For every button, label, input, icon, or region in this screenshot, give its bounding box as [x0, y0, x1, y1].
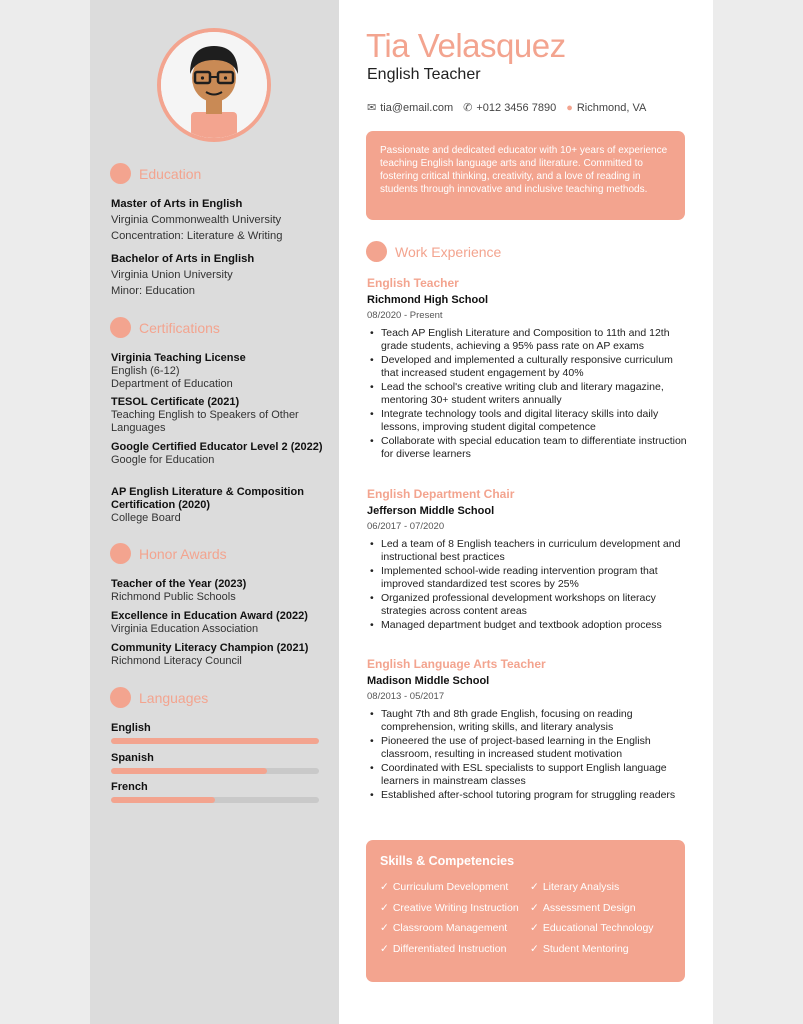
skill-item — [380, 922, 528, 935]
language-level-fill — [111, 738, 319, 744]
education-item — [111, 196, 326, 244]
degree: Master of Arts in English — [111, 198, 243, 210]
education-detail: Minor: Education — [111, 285, 195, 297]
checkmark-icon: ✓ — [380, 922, 389, 934]
checkmark-icon: ✓ — [530, 922, 539, 934]
avatar — [157, 28, 271, 142]
section-dot-icon — [110, 687, 131, 708]
job-dates: 08/2013 - 05/2017 — [367, 691, 445, 702]
award-name: Excellence in Education Award (2022) — [111, 610, 308, 622]
summary-box: Passionate and dedicated educator with 10+ years of experience teaching English language arts and literature. Committed to fostering critical thinking, creativity, and a love of reading in students through innovative and inclusive teaching methods. — [366, 131, 685, 220]
job-entry — [367, 487, 687, 634]
phone-icon: ✆ — [463, 102, 473, 114]
languages-title: Languages — [139, 689, 209, 706]
job-company: Jefferson Middle School — [367, 505, 495, 517]
job-bullet: • Collaborate with special education team to differentiate instruction for diverse learners — [367, 435, 687, 460]
awards-title: Honor Awards — [139, 545, 227, 562]
job-title: English Teacher — [367, 276, 459, 290]
award-name: Teacher of the Year (2023) — [111, 578, 247, 590]
language-item — [111, 752, 319, 774]
work-experience-title: Work Experience — [395, 243, 502, 260]
skill-item — [380, 902, 528, 915]
language-level-fill — [111, 797, 215, 803]
language-name: Spanish — [111, 752, 154, 764]
award-item — [111, 642, 326, 668]
award-item — [111, 610, 326, 636]
job-bullet: • Implemented school-wide reading intervention program that improved standardized test scores by 25% — [367, 565, 687, 590]
sidebar — [90, 0, 339, 1024]
skill-label: Student Mentoring — [542, 942, 629, 955]
skill-label: Classroom Management — [392, 922, 508, 934]
person-avatar-icon — [161, 32, 267, 138]
languages-heading — [110, 687, 208, 708]
certification-name: Virginia Teaching License — [111, 352, 246, 364]
job-bullet: • Led a team of 8 English teachers in curriculum development and instructional best practices — [367, 538, 687, 563]
checkmark-icon: ✓ — [380, 901, 389, 914]
contact-info — [367, 101, 656, 114]
certification-name: TESOL Certificate (2021) — [111, 396, 240, 408]
skill-label: Literary Analysis — [542, 881, 620, 893]
job-bullet: • Established after-school tutoring program for struggling readers — [367, 789, 687, 802]
certifications-title: Certifications — [139, 319, 220, 336]
checkmark-icon: ✓ — [380, 942, 389, 955]
skill-item — [530, 881, 680, 894]
certification-line: Google for Education — [111, 454, 215, 466]
job-bullets — [367, 327, 687, 460]
job-bullet: • Lead the school's creative writing club and literary magazine, mentoring 30+ student writers annually — [367, 381, 687, 406]
skill-label: Creative Writing Instruction — [392, 901, 519, 914]
envelope-icon: ✉ — [367, 102, 377, 114]
certifications-heading — [110, 317, 220, 338]
language-name: English — [111, 722, 151, 734]
language-level-bar — [111, 738, 319, 744]
job-bullets — [367, 708, 687, 802]
work-experience-heading — [366, 241, 501, 262]
job-bullet: • Developed and implemented a culturally responsive curriculum that increased student engagement by 40% — [367, 354, 687, 379]
checkmark-icon: ✓ — [530, 942, 539, 955]
job-bullet: • Coordinated with ESL specialists to support English language learners in mainstream classes — [367, 762, 687, 787]
skills-title: Skills & Competencies — [380, 854, 515, 868]
certification-item — [111, 352, 326, 391]
skill-label: Assessment Design — [542, 901, 636, 914]
school: Virginia Union University — [111, 269, 233, 281]
certification-line: Department of Education — [111, 378, 233, 390]
skill-item — [380, 881, 528, 894]
education-detail: Concentration: Literature & Writing — [111, 230, 283, 242]
language-level-bar — [111, 797, 319, 803]
job-bullet: • Taught 7th and 8th grade English, focusing on reading comprehension, writing skills, and literary analysis — [367, 708, 687, 733]
language-item — [111, 781, 319, 803]
certification-line: Teaching English to Speakers of Other Languages — [111, 409, 299, 434]
awards-heading — [110, 543, 227, 564]
skill-item — [530, 902, 680, 915]
contact-phone — [463, 101, 556, 114]
education-title: Education — [139, 165, 202, 182]
skills-box — [366, 840, 685, 982]
education-item — [111, 251, 326, 299]
job-company: Richmond High School — [367, 294, 488, 306]
language-name: French — [111, 781, 148, 793]
job-bullets — [367, 538, 687, 632]
skill-label: Curriculum Development — [392, 881, 509, 893]
certification-item — [111, 441, 326, 467]
job-bullet: • Integrate technology tools and digital literacy skills into daily lessons, improving student digital competence — [367, 408, 687, 433]
award-org: Richmond Literacy Council — [111, 655, 242, 667]
phone-text: +012 3456 7890 — [476, 101, 557, 114]
award-org: Richmond Public Schools — [111, 591, 236, 603]
skill-item — [380, 943, 528, 956]
candidate-role: English Teacher — [367, 66, 481, 83]
job-title: English Language Arts Teacher — [367, 657, 546, 671]
contact-email[interactable] — [367, 101, 453, 114]
section-dot-icon — [110, 543, 131, 564]
skill-label: Differentiated Instruction — [392, 942, 507, 955]
job-bullet: • Organized professional development workshops on literacy strategies across content areas — [367, 592, 687, 617]
main-column — [339, 0, 713, 1024]
checkmark-icon: ✓ — [530, 901, 539, 914]
section-dot-icon — [110, 317, 131, 338]
certification-item — [111, 486, 326, 525]
skill-label: Educational Technology — [542, 922, 654, 934]
certification-line: College Board — [111, 512, 181, 524]
checkmark-icon: ✓ — [530, 881, 539, 893]
job-dates: 06/2017 - 07/2020 — [367, 521, 445, 532]
section-dot-icon — [366, 241, 387, 262]
language-level-fill — [111, 768, 267, 774]
award-name: Community Literacy Champion (2021) — [111, 642, 309, 654]
certification-line: English (6-12) — [111, 365, 180, 377]
certification-name: Google Certified Educator Level 2 (2022) — [111, 441, 323, 453]
job-title: English Department Chair — [367, 487, 515, 501]
education-heading — [110, 163, 201, 184]
map-pin-icon: ● — [566, 101, 573, 114]
job-company: Madison Middle School — [367, 675, 490, 687]
job-entry — [367, 657, 687, 804]
skill-item — [530, 922, 680, 935]
school: Virginia Commonwealth University — [111, 214, 282, 226]
job-bullet: • Managed department budget and textbook adoption process — [367, 619, 687, 632]
job-bullet: • Pioneered the use of project-based learning in the English classroom, resulting in increased student motivation — [367, 735, 687, 760]
skill-item — [530, 943, 680, 956]
award-item — [111, 578, 326, 604]
contact-location — [566, 102, 646, 114]
job-entry — [367, 276, 687, 462]
language-item — [111, 722, 319, 744]
section-dot-icon — [110, 163, 131, 184]
certification-item — [111, 396, 326, 435]
award-org: Virginia Education Association — [111, 623, 259, 635]
email-text: tia@email.com — [380, 101, 454, 114]
skills-grid — [380, 881, 671, 963]
job-dates: 08/2020 - Present — [367, 310, 443, 321]
candidate-name: Tia Velasquez — [366, 27, 566, 64]
resume-page — [90, 0, 713, 1024]
location-text: Richmond, VA — [576, 101, 647, 114]
checkmark-icon: ✓ — [380, 881, 389, 893]
language-level-bar — [111, 768, 319, 774]
certification-name: AP English Literature & Composition Certification (2020) — [111, 486, 304, 511]
degree: Bachelor of Arts in English — [111, 253, 255, 265]
job-bullet: • Teach AP English Literature and Composition to 11th and 12th grade students, achieving a 95% pass rate on AP exams — [367, 327, 687, 352]
